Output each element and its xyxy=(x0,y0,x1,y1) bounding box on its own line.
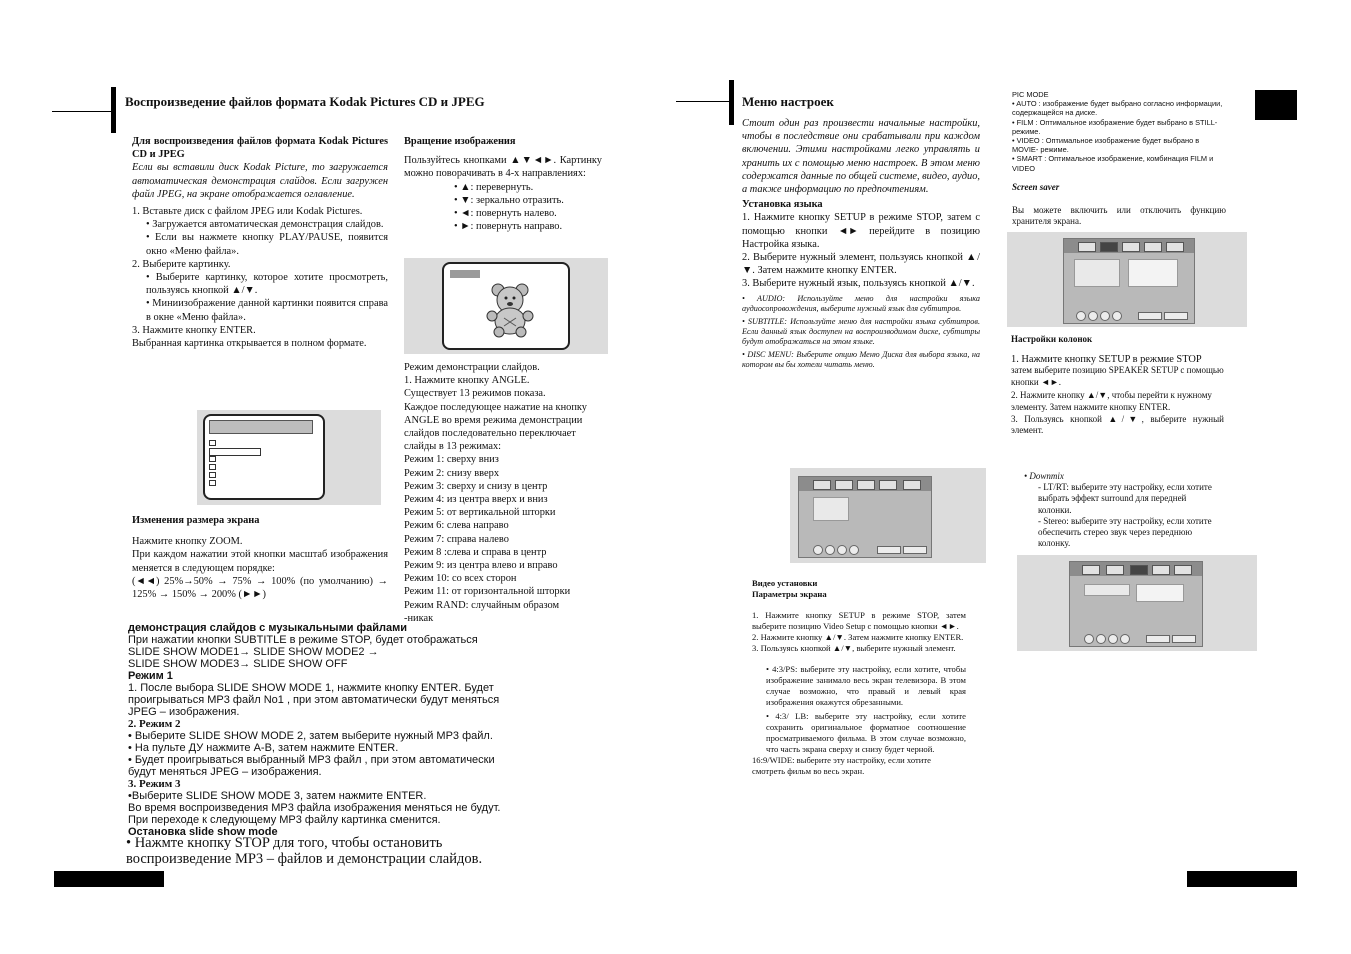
menu-round-button xyxy=(1112,311,1122,321)
stop-line-2: воспроизведение MP3 – файлов и демонстрации слайдов. xyxy=(126,851,483,867)
menu-round-button xyxy=(1120,634,1130,644)
tab-icon xyxy=(857,480,875,490)
rotate-text: Пользуйтесь кнопками ▲▼◄►. Картинку можно поворачивать в 4-х направлениях: xyxy=(404,155,602,180)
wide-note: 16:9/WIDE: выберите эту настройку, если хотите смотреть фильм во весь экран. xyxy=(752,755,931,776)
file-menu-item xyxy=(209,472,216,478)
speaker-step-3: 3. Пользуясь кнопкой ▲/▼, выберите нужный элемент. xyxy=(1011,413,1224,436)
rotate-dir-4: • ►: повернуть направо. xyxy=(454,221,563,233)
file-menu-tv-frame xyxy=(203,414,325,500)
music-line-2: SLIDE SHOW MODE1→ SLIDE SHOW MODE2 → xyxy=(128,646,379,658)
rotate-dir-2: • ▼: зеркально отразить. xyxy=(454,194,564,206)
jpeg-step-3-text: Выбранная картинка открывается в полном формате. xyxy=(132,338,367,350)
mode-item: Режим 10: со всех сторон xyxy=(404,573,517,585)
video-heading-2: Параметры экрана xyxy=(752,589,827,599)
mode-2-line-4: будут меняться JPEG – изображения. xyxy=(128,766,322,778)
menu-round-button xyxy=(1088,311,1098,321)
mode-item: Режим RAND: случайным образом -никак xyxy=(404,599,560,624)
menu-options-list xyxy=(1136,584,1184,602)
menu-round-button xyxy=(849,545,859,555)
video-step-1: 1. Нажмите кнопку SETUP в режиме STOP, затем выберите позицию Video Setup с помощью кнопки ◄►. xyxy=(752,610,966,631)
speaker-step-1a: 1. Нажмите кнопку SETUP в режмие STOP xyxy=(1011,353,1202,365)
file-menu-item xyxy=(209,464,216,470)
file-menu-selection xyxy=(209,448,261,456)
menu-list xyxy=(1074,259,1120,287)
screen-saver-menu xyxy=(1063,238,1195,324)
menu-list xyxy=(1084,584,1130,596)
ps-note: • 4:3/PS: выберите эту настройку, если хотите, чтобы изображение занимало весь экран телевизора. В этом случае возможно, что правый и левый края изображения окажутся обрезанными. xyxy=(766,664,966,707)
file-menu-item xyxy=(209,480,216,486)
menu-list xyxy=(813,497,849,521)
music-line-3: SLIDE SHOW MODE3→ SLIDE SHOW OFF xyxy=(128,658,348,670)
zoom-heading: Изменения размера экрана xyxy=(132,515,260,526)
screen-saver-section xyxy=(1012,182,1226,227)
menu-pill-button xyxy=(877,546,901,554)
audio-note: • AUDIO: Используйте меню для настройки языка аудиосопровождения, выберите нужный язык для субтитров. xyxy=(742,293,980,313)
menu-round-button xyxy=(837,545,847,555)
mode-3-line-3: При переходе к следующему MP3 файлу картинка сменится. xyxy=(128,814,441,826)
menu-round-button xyxy=(813,545,823,555)
video-step-2: 2. Нажмите кнопку ▲/▼. Затем нажмите кнопку ENTER. xyxy=(752,632,964,642)
pic-mode-smart: • SMART : Оптимальное изображение, комбинация FILM и VIDEO xyxy=(1012,154,1214,173)
ltrt-note: - LT/RT: выберите эту настройку, если хотите выбрать эффект surround для передней колонки. xyxy=(1038,482,1212,515)
mode-2-title: 2. Режим 2 xyxy=(128,718,181,730)
tab-icon xyxy=(879,480,897,490)
pic-mode-video: • VIDEO : Оптимальное изображение будет выбрано в MOVIE- режиме. xyxy=(1012,136,1200,155)
menu-pill-button xyxy=(1138,312,1162,320)
rotate-label-box xyxy=(450,270,480,278)
mode-1-line-3: JPEG – изображения. xyxy=(128,706,240,718)
slideshow-modes xyxy=(404,361,609,625)
menu-round-button xyxy=(825,545,835,555)
mode-item: Режим 3: сверху и снизу в центр xyxy=(404,480,548,492)
tab-icon xyxy=(1144,242,1162,252)
zoom-step-1: Нажмите кнопку ZOOM. xyxy=(132,536,243,548)
mode-item: Режим 7: справа налево xyxy=(404,533,509,545)
mode-item: Режим 5: от вертикальной шторки xyxy=(404,507,556,519)
menu-pill-button xyxy=(1146,635,1170,643)
demo-line-1: Режим демонстрации слайдов. xyxy=(404,362,540,373)
downmix-section xyxy=(1024,471,1220,549)
settings-intro: Стоит один раз произвести начальные настройки, чтобы в последствие они срабатывали при каждом включении. Этими настройками легко управлять и хранить их с помощью меню настроек. В этом меню содержатся данные по общей системе, видео, аудио, а также информацию по предпочтениям. xyxy=(742,118,980,196)
speaker-setup-menu xyxy=(1069,561,1203,647)
right-title-rule xyxy=(676,101,732,102)
tab-icon xyxy=(1166,242,1184,252)
mode-item: Режим 6: слева направо xyxy=(404,520,509,532)
rotate-illustration xyxy=(404,258,608,354)
speaker-step-2: 2. Нажмите кнопку ▲/▼, чтобы перейти к нужному элементу. Затем нажмите кнопку ENTER. xyxy=(1011,390,1212,412)
mode-2-line-1: • Выберите SLIDE SHOW MODE 2, затем выберите нужный MP3 файл. xyxy=(128,730,493,742)
menu-round-button xyxy=(1108,634,1118,644)
tab-icon xyxy=(1152,565,1170,575)
right-page-title: Меню настроек xyxy=(742,94,834,109)
zoom-section xyxy=(132,514,388,601)
zoom-order: (◄◄) 25%→50% → 75% → 100% (по умолчанию) → 125% → 150% → 200% (►►) xyxy=(132,575,388,601)
tab-icon xyxy=(1100,242,1118,252)
mode-2-line-2: • На пульте ДУ нажмите A-B, затем нажмите ENTER. xyxy=(128,742,399,754)
tab-icon xyxy=(835,480,853,490)
speaker-heading: Настройки колонок xyxy=(1011,334,1093,344)
speaker-section xyxy=(1011,334,1224,437)
demo-line-3: Существует 13 режимов показа. xyxy=(404,388,546,400)
mode-item: Режим 1: сверху вниз xyxy=(404,454,499,466)
speaker-step-1b: затем выберите позицию SPEAKER SETUP с помощью кнопки ◄►. xyxy=(1011,365,1224,387)
speaker-setup-illustration xyxy=(1017,555,1257,651)
mode-item: Режим 8 :слева и справа в центр xyxy=(404,546,547,558)
left-column-2 xyxy=(404,135,602,233)
screen-saver-illustration xyxy=(1007,232,1247,327)
language-setup-menu xyxy=(798,476,932,558)
demo-line-4: Каждое последующее нажатие на кнопку ANGLE во время режима демонстрации слайдов последовательно переключает слайды в 13 режимах: xyxy=(404,401,587,453)
right-footer-block xyxy=(1187,871,1297,887)
pic-mode-title: PIC MODE xyxy=(1012,90,1049,99)
mode-1-line-1: 1. После выбора SLIDE SHOW MODE 1, нажмите кнопку ENTER. Будет xyxy=(128,682,494,694)
demo-line-2: 1. Нажмите кнопку ANGLE. xyxy=(404,375,530,387)
downmix-label: • Downmix xyxy=(1024,471,1064,481)
music-line-1: При нажатии кнопки SUBTITLE в режиме STOP, будет отображаться xyxy=(128,634,478,646)
mode-3-line-4: Остановка slide show mode xyxy=(128,826,278,838)
tab-icon xyxy=(1174,565,1192,575)
file-menu-item xyxy=(209,440,216,446)
left-column-1 xyxy=(132,135,388,350)
left-page-title: Воспроизведение файлов формата Kodak Pictures CD и JPEG xyxy=(125,94,485,109)
menu-pill-button xyxy=(903,546,927,554)
mode-item: Режим 9: из центра влево и вправо xyxy=(404,560,558,572)
music-slideshow-section xyxy=(128,622,598,838)
right-column-1 xyxy=(742,117,980,370)
mode-1-title: Режим 1 xyxy=(128,670,173,682)
left-title-bar xyxy=(111,87,116,133)
jpeg-step-1-bullet-1: • Загружается автоматическая демонстрация слайдов. xyxy=(146,219,384,231)
mode-1-line-2: проигрываться MP3 файл No1 , при этом автоматически будут меняться xyxy=(128,694,500,706)
speaker-icon xyxy=(813,480,831,490)
jpeg-step-1-bullet-2: • Если вы нажмете кнопку PLAY/PAUSE, появится окно «Меню файла». xyxy=(146,232,388,257)
stereo-note: - Stereo: выберите эту настройку, если хотите обеспечить стерео звук через переднюю колонку. xyxy=(1038,515,1212,549)
stop-line-1: • Нажмте кнопку STOP для того, чтобы остановить xyxy=(126,835,443,851)
tab-icon xyxy=(1130,565,1148,575)
jpeg-intro: Если вы вставили диск Kodak Picture, то загружается автоматическая демонстрация слайдов. Если загружен файл JPEG, на экране отображается оглавление. xyxy=(132,162,388,200)
tab-icon xyxy=(1122,242,1140,252)
pic-mode-section xyxy=(1012,90,1226,173)
jpeg-step-1: 1. Вставьте диск с файлом JPEG или Kodak Pictures. xyxy=(132,206,363,218)
tab-icon xyxy=(903,480,921,490)
left-footer-block xyxy=(54,871,164,887)
pic-mode-film: • FILM : Оптимальное изображение будет выбрано в STILL- режиме. xyxy=(1012,117,1218,136)
video-heading-1: Видео установки xyxy=(752,578,818,588)
menu-round-button xyxy=(1076,311,1086,321)
lb-note: • 4:3/ LB: выберите эту настройку, если хотите сохранить оригинальное форматное соотношение просматриваемого фильма. В этом случае возможно, что часть экрана сверху и снизу будет черной. xyxy=(766,711,966,754)
file-menu-illustration xyxy=(197,410,381,505)
mode-item: Режим 4: из центра вверх и вниз xyxy=(404,494,548,506)
lang-step-2: 2. Выберите нужный элемент, пользуясь кнопкой ▲/▼. Затем нажмите кнопку ENTER. xyxy=(742,252,980,277)
jpeg-step-2: 2. Выберите картинку. xyxy=(132,258,231,270)
file-menu-header xyxy=(209,420,313,434)
menu-pill-button xyxy=(1172,635,1196,643)
music-heading: демонстрация слайдов с музыкальными файлами xyxy=(128,622,408,634)
stop-note xyxy=(126,835,596,867)
subtitle-note: • SUBTITLE: Используйте меню для настройки языка субтитров. Если данный язык доступен на воспроизводимом диске, субтитры будут отображаться на этом языке. xyxy=(742,316,980,346)
mode-3-line-1: •Выберите SLIDE SHOW MODE 3, затем нажмите ENTER. xyxy=(128,790,427,802)
jpeg-step-2-bullet-1: • Выберите картинку, которое хотите просмотреть, пользуясь кнопкой ▲/▼. xyxy=(146,272,388,297)
rotate-dir-1: • ▲: перевернуть. xyxy=(454,181,534,193)
tab-icon xyxy=(1106,565,1124,575)
teddy-bear-image xyxy=(482,280,538,338)
rotate-tv-frame xyxy=(442,262,570,350)
tab-icon xyxy=(1078,242,1096,252)
jpeg-step-3: 3. Нажмите кнопку ENTER. xyxy=(132,324,256,336)
menu-options-list xyxy=(1128,259,1178,287)
left-title-rule xyxy=(52,111,114,112)
file-menu-item xyxy=(209,456,216,462)
jpeg-step-2-bullet-2: • Миниизображение данной картинки появится справа в окне «Меню файла». xyxy=(146,298,388,323)
jpeg-heading: Для воспроизведения файлов формата Kodak Pictures CD и JPEG xyxy=(132,136,388,161)
zoom-step-2: При каждом нажатии этой кнопки масштаб изображения меняется в следующем порядке: xyxy=(132,549,388,574)
rotate-dir-3: • ◄: повернуть налево. xyxy=(454,208,557,220)
mode-item: Режим 2: снизу вверх xyxy=(404,467,500,479)
tab-icon xyxy=(1082,565,1100,575)
rotate-heading: Вращение изображения xyxy=(404,136,516,147)
menu-round-button xyxy=(1096,634,1106,644)
right-title-bar xyxy=(729,80,734,125)
video-step-3: 3. Пользуясь кнопкой ▲/▼, выберите нужный элемент. xyxy=(752,643,956,653)
right-header-block xyxy=(1255,90,1297,120)
screen-saver-heading: Screen saver xyxy=(1012,182,1060,192)
disc-menu-note: • DISC MENU: Выберите опцию Меню Диска для выбора языка, на котором вы бы хотели читать меню. xyxy=(742,349,980,369)
pic-mode-auto: • AUTO : изображение будет выбрано согласно информации, содержащейся на диске. xyxy=(1012,99,1223,118)
lang-step-3: 3. Выберите нужный язык, пользуясь кнопкой ▲/▼. xyxy=(742,278,975,290)
mode-3-title: 3. Режим 3 xyxy=(128,778,181,790)
mode-2-line-3: • Будет проигрываться выбранный MP3 файл , при этом автоматически xyxy=(128,754,495,766)
mode-item: Режим 11: от горизонтальной шторки xyxy=(404,586,571,598)
lang-step-1: 1. Нажмите кнопку SETUP в режиме STOP, затем с помощью кнопки ◄► перейдите в позицию Настройка языка. xyxy=(742,212,980,250)
menu-round-button xyxy=(1084,634,1094,644)
screen-saver-text: Вы можете включить или отключить функцию хранителя экрана. xyxy=(1012,205,1226,226)
video-setup-section xyxy=(752,578,966,777)
lang-heading: Установка языка xyxy=(742,199,823,211)
menu-round-button xyxy=(1100,311,1110,321)
menu-pill-button xyxy=(1164,312,1188,320)
mode-3-line-2: Во время воспроизведения MP3 файла изображения меняться не будут. xyxy=(128,802,501,814)
language-setup-illustration xyxy=(790,468,986,563)
